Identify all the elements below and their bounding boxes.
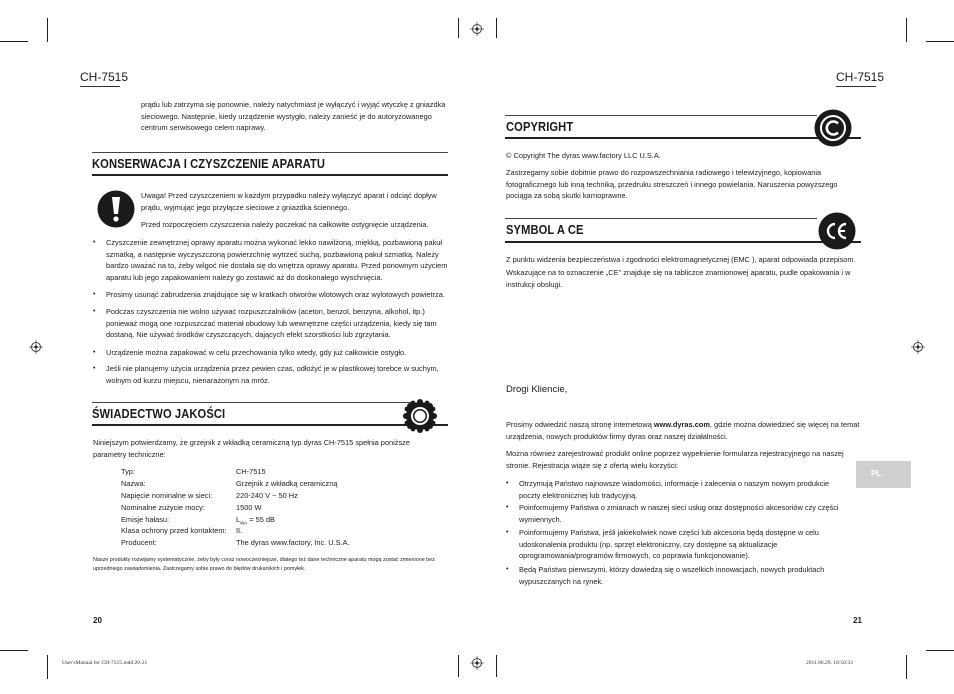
warning-text-1: Uwaga! Przed czyszczeniem w każdym przypadku należy wyłączyć aparat i odciąć dopływ prądu, wyjmując jego przyłącze sieciowe z gniazdka ściennego.: [141, 191, 437, 212]
registration-target-icon: [911, 340, 925, 354]
crop-mark: [47, 18, 48, 42]
customer-paragraph-2: Można również zarejestrować produkt online poprzez wypełnienie formularza rejestracyjnego na naszej stronie. Rejestracja wiąże się z ofertą wielu korzyści:: [506, 449, 844, 470]
footer-file-info: User'sManual for CH-7515.indd 20-21: [62, 660, 148, 666]
registration-target-icon: [470, 656, 484, 670]
section-rule-bottom: [505, 137, 861, 139]
section-rule-bottom: [92, 174, 448, 176]
greeting: Drogi Kliencie,: [506, 384, 568, 395]
ce-title: SYMBOL A CE: [506, 222, 584, 237]
ce-line-1: Z punktu widzenia bezpieczeństwa i zgodności elektromagnetycznej (EMC ), aparat odpowiada przepisom.: [506, 255, 856, 264]
copyright-title: COPYRIGHT: [506, 119, 574, 134]
spec-row: Producent: The dyras www.factory, Inc. U.S.A.: [121, 538, 350, 548]
crop-mark: [926, 41, 954, 42]
copyright-text: Zastrzegamy sobie dobitnie prawo do rozpowszechniania radiowego i telewizyjnego, kopiowania fotograficznego lub inną techniką, przedruku streszczeń i innego powielania. Naruszenia powyższego pociąga za sobą skutki karnoprawne.: [506, 168, 838, 200]
maintenance-title: KONSERWACJA I CZYSZCZENIE APARATU: [92, 156, 326, 171]
crop-mark: [0, 650, 28, 651]
footer-timestamp: 2011.06.29. 18:50:33: [806, 660, 853, 666]
website-link[interactable]: www.dyras.com: [653, 420, 710, 429]
list-item: • Poinformujemy Państwa, jeśli jakiekolwiek nowe części lub akcesoria będą dostępne w celu udoskonalenia produktu (np. sprzęt elektroniczny, czy dostępne są aktualizacje oprogramowania/programów firmowych, co poprawia funkcjonowanie).: [506, 527, 846, 563]
section-rule-top: [505, 218, 817, 219]
quality-intro: Niniejszym potwierdzamy, że grzejnik z wkładką ceramiczną typ dyras CH-7515 spełnia poniższe parametry techniczne:: [93, 438, 410, 459]
page-number-left: 20: [93, 616, 102, 625]
customer-paragraph-1: Prosimy odwiedzić naszą stronę internetową www.dyras.com, gdzie można dowiedzieć się więcej na temat urządzenia, nowych produktów firmy dyras oraz naszej działalności.: [506, 420, 860, 441]
language-tab-label: PL: [871, 469, 882, 478]
warning-text-2: Przed rozpoczęciem czyszczenia należy poczekać na całkowite ostygnięcie urządzenia.: [141, 220, 429, 229]
list-item: • Poinformujemy Państwa o zmianach w naszej sieci usług oraz dostępności akcesoriów czy części wymiennych.: [506, 502, 846, 526]
spec-row: Typ: CH-7515: [121, 467, 266, 476]
crop-mark: [47, 655, 48, 679]
spec-row: Klasa ochrony przed kontaktem: II.: [121, 526, 243, 536]
crop-mark: [926, 650, 954, 651]
copyright-line: © Copyright The dyras www.factory LLC U.S.A.: [506, 151, 661, 160]
spec-row: Emisje hałasu: $L_{WA} = 55$ dB: [121, 514, 275, 526]
spec-row: Napięcie nominalne w sieci: 220-240 V ~ 50 Hz: [121, 490, 298, 500]
list-item: • Otrzymują Państwo najnowsze wiadomości, informacje i zalecenia o naszym nowym produkcie poczty elektronicznej lub tradycyjną.: [506, 478, 846, 502]
quality-title: ŚWIADECTWO JAKOŚCI: [92, 406, 226, 421]
section-rule-bottom: [92, 424, 448, 426]
list-item: • Prosimy usunąć zabrudzenia znajdujące się w kratkach otworów wlotowych oraz wylotowych powietrza.: [93, 289, 453, 301]
crop-mark: [458, 18, 459, 38]
section-rule-top: [92, 402, 412, 403]
crop-mark: [906, 655, 907, 679]
spec-row: Nazwa: Grzejnik z wkładką ceramiczną: [121, 478, 338, 488]
list-item: • Urządzenie można zapakować w celu przechowania tylko wtedy, gdy już całkowicie ostygło.: [93, 347, 453, 359]
crop-mark: [0, 41, 28, 42]
page-number-right: 21: [853, 616, 862, 625]
section-rule-top: [505, 115, 817, 116]
language-tab: [856, 461, 911, 488]
list-item-text: Jeśli nie planujemy użycia urządzenia przez pewien czas, odłożyć je w plastikowej torebce w suchym, wolnym od kurzu miejscu, nienarażonym na mróz.: [106, 364, 439, 385]
header-rule: [80, 86, 120, 87]
section-rule-bottom: [505, 241, 861, 243]
intro-paragraph: prądu lub zatrzyma się ponownie, należy natychmiast je wyłączyć i wyjąć wtyczkę z gniazdka sieciowego. Następnie, kiedy urządzenie wystygło, należy zanieść je do autoryzowanego centrum serwisowego celem naprawy.: [141, 100, 446, 132]
list-item-text: Prosimy usunąć zabrudzenia znajdujące się w kratkach otworów wlotowych oraz wylotowych powietrza.: [106, 290, 445, 299]
registration-target-icon: [29, 340, 43, 354]
ce-line-2: Wskazujące na to oznaczenie „CE" znajduje się na tabliczce znamionowej aparatu, pudle opakowania i w instrukcji obsługi.: [506, 268, 851, 289]
crop-mark: [496, 655, 497, 677]
footnote: Nasze produkty rozwijamy systematycznie, żeby były coraz nowocześniejsze, dlatego też dane techniczne aparatu mogą zostać zmienione bez uprzedniego zawiadomienia. Zastrzegamy sobie prawo do błędów drukarskich i pomyłek.: [93, 557, 435, 572]
list-item: • Jeśli nie planujemy użycia urządzenia przez pewien czas, odłożyć je w plastikowej torebce w suchym, wolnym od kurzu miejscu, nienarażonym na mróz.: [93, 363, 453, 387]
list-item-text: Poinformujemy Państwa o zmianach w naszej sieci usług oraz dostępności akcesoriów czy części wymiennych.: [519, 503, 839, 524]
crop-mark: [496, 18, 497, 38]
quality-seal-icon: [402, 398, 438, 434]
list-item-text: Czyszczenie zewnętrznej oprawy aparatu można wykonać lekko nawilżoną, miękką, pozbawioną pakuł szmatką, a następnie wyczyszczoną powierzchnię wytrzeć suchą, pozbawioną pakuł szmatką. Należy bardzo uważać na to, żeby wilgoć nie dostała się do wnętrza oprawy aparatu. Przed ponownym użyciem aparatu lub jego zapakowaniem należy go zostawić aż do doskonałego wyschnięcia.: [106, 238, 448, 282]
list-item: • Będą Państwo pierwszymi, którzy dowiedzą się o wszelkich innowacjach, nowych produktach wypuszczanych na rynek.: [506, 564, 846, 588]
list-item-text: Podczas czyszczenia nie wolno używać rozpuszczalników (aceton, benzol, benzyna, alkohol, itp.) ponieważ mogą one rozpuszczać materiał obudowy lub wewnętrzne części urządzenia, kiedy się tam dostaną. Nie używać środków czyszczących, dających efekt szorstkości lub zgrzytania.: [106, 307, 437, 339]
crop-mark: [458, 655, 459, 677]
copyright-icon: [814, 109, 852, 147]
section-rule-top: [92, 152, 448, 153]
list-item-text: Poinformujemy Państwa, jeśli jakiekolwiek nowe części lub akcesoria będą dostępne w celu udoskonalenia produktu (np. sprzęt elektroniczny, czy dostępne są aktualizacje oprogramowania/programów firmowych, co poprawia funkcjonowanie).: [519, 528, 819, 560]
list-item: • Podczas czyszczenia nie wolno używać rozpuszczalników (aceton, benzol, benzyna, alkohol, itp.) ponieważ mogą one rozpuszczać materiał obudowy lub wewnętrzne części urządzenia, kiedy się tam dostaną. Nie używać środków czyszczących, dających efekt szorstkości lub zgrzytania.: [93, 306, 453, 342]
list-item-text: Będą Państwo pierwszymi, którzy dowiedzą się o wszelkich innowacjach, nowych produktach wypuszczanych na rynek.: [519, 565, 825, 586]
model-label-left: CH-7515: [80, 70, 129, 84]
model-label-right: CH-7515: [836, 70, 885, 84]
ce-mark-icon: [818, 212, 856, 250]
spec-row: Nominalne zużycie mocy: 1500 W: [121, 502, 262, 512]
warning-exclamation-icon: [97, 190, 135, 228]
list-item-text: Otrzymują Państwo najnowsze wiadomości, informacje i zalecenia o naszym nowym produkcie poczty elektronicznej lub tradycyjną.: [519, 479, 830, 500]
crop-mark: [906, 18, 907, 42]
registration-target-icon: [470, 22, 484, 36]
list-item: • Czyszczenie zewnętrznej oprawy aparatu można wykonać lekko nawilżoną, miękką, pozbawioną pakuł szmatką, a następnie wyczyszczoną powierzchnię wytrzeć suchą, pozbawioną pakuł szmatką. Należy bardzo uważać na to, żeby wilgoć nie dostała się do wnętrza oprawy aparatu. Przed ponownym użyciem aparatu lub jego zapakowaniem należy go zostawić aż do doskonałego wyschnięcia.: [93, 238, 448, 282]
header-rule: [836, 86, 876, 87]
spec-table: [121, 466, 451, 549]
list-item-text: Urządzenie można zapakować w celu przechowania tylko wtedy, gdy już całkowicie ostygło.: [106, 348, 407, 357]
